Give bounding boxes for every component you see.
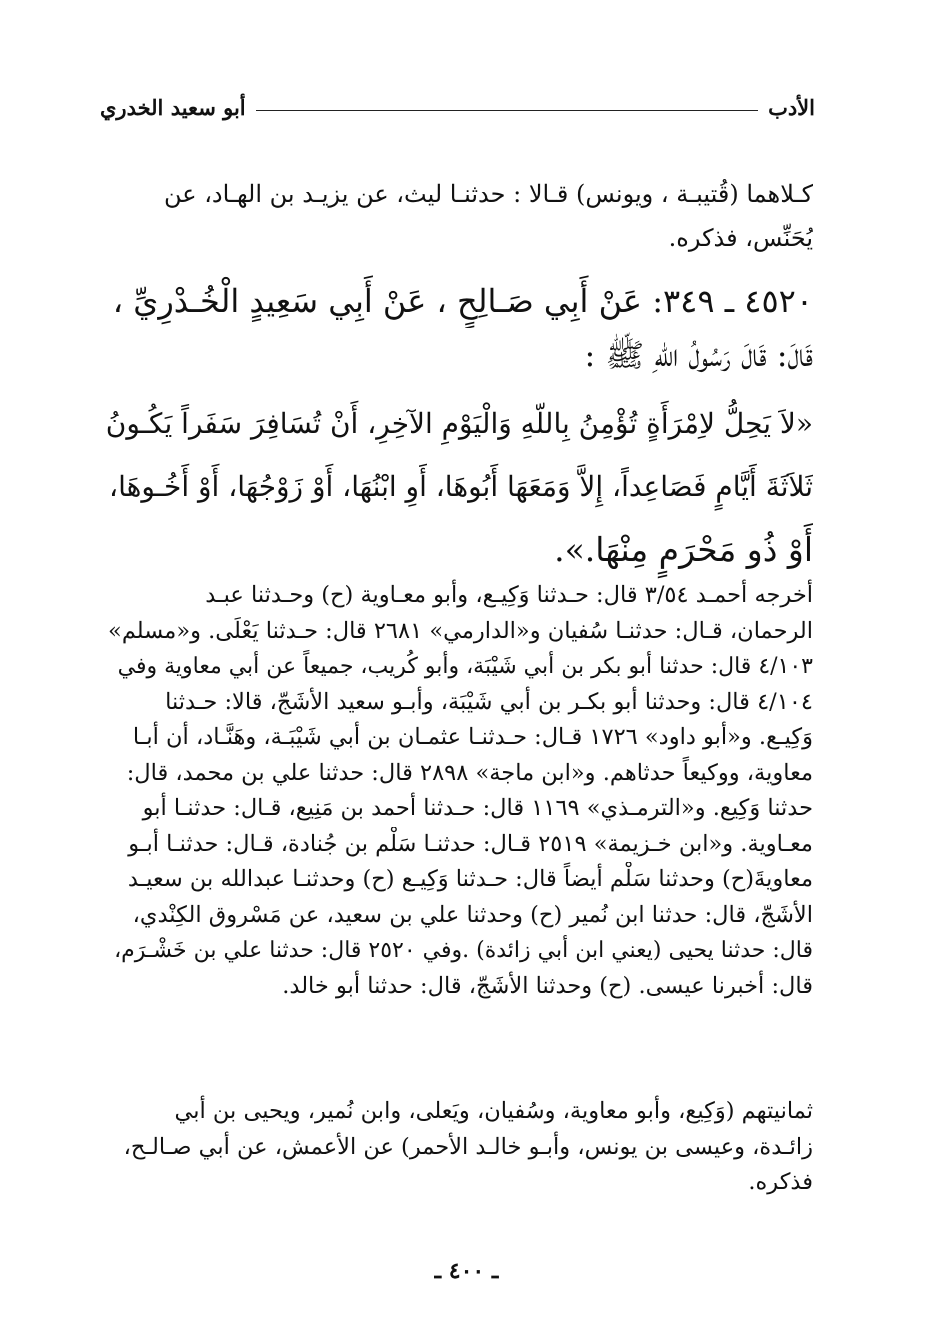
- running-header: [100, 92, 815, 122]
- text-line: حدثنا وَكِيع. و«الترمـذي» ١١٦٩ قال: حـدثنا أحمد بن مَنِيع، قـال: حدثنـا أبو: [142, 795, 813, 821]
- text-line: معـاوية. و«ابن خـزيمة» ٢٥١٩ قـال: حدثنـا سَلْم بن جُنادة، قـال: حدثنـا أبـو: [128, 830, 813, 857]
- text-line: أخرجه أحمـد ٣/٥٤ قال: حـدثنا وَكِيـع، وأبو معـاوية (ح) وحـدثنا عبـد: [205, 582, 813, 608]
- chapter-title: الأدب: [768, 94, 815, 120]
- text-line: يُحَنِّس، فذكره.: [668, 224, 813, 252]
- text-line: قال: أخبرنا عيسى. (ح) وحدثنا الأشَجّ، قال: حدثنا أبو خالد.: [282, 972, 813, 999]
- text-line: ٤/١٠٤ قال: وحدثنا أبو بكـر بن أبي شَيْبَة، وأبـو سعيد الأشَجّ، قالا: حـدثنا: [165, 688, 813, 715]
- text-line: ٤/١٠٣ قال: حدثنا أبو بكر بن أبي شَيْبَة، وأبو كُريب، جميعاً عن أبي معاوية وفي: [117, 654, 813, 679]
- summary-paragraph: [104, 1094, 813, 1201]
- hadith-number-line: ٤٥٢٠ ـ ٣٤٩: عَنْ أَبِي صَـالِحٍ ، عَنْ أَبِي سَعِيدٍ الْخُـدْرِيِّ ،: [112, 282, 813, 320]
- text-line: قال: حدثنا يحيى (يعني ابن أبي زائدة) .وفي ٢٥٢٠ قال: حدثنا علي بن خَشْـرَم،: [114, 938, 813, 963]
- text-line: زائـدة، وعيسى بن يونس، وأبـو خالـد الأحمر) عن الأعمش، عن أبي صـالـح،: [123, 1133, 813, 1160]
- text-line: معاوية، ووكيعاً حدثاهم. و«ابن ماجة» ٢٨٩٨ قال: حدثنا علي بن محمد، قال:: [126, 759, 813, 786]
- text-line: معاويةَ(ح) وحدثنا سَلْم أيضاً قال: حـدثنا وَكِيـع (ح) وحدثنـا عبدالله بن سعيـد: [127, 866, 813, 892]
- header-rule: [256, 110, 758, 111]
- text-line: أَوْ ذُو مَحْرَمٍ مِنْهَا.».: [554, 530, 813, 569]
- text-line: الرحمان، قـال: حدثنـا سُفيان و«الدارمي» ٢٦٨١ قال: حـدثنا يَعْلَى. و«مسلم»: [108, 617, 813, 644]
- text-line: ثَلاَثَةَ أَيَّامٍ فَصَاعِداً، إِلاَّ وَمَعَهَا أَبُوهَا، أَوِ ابْنُهَا، أَوْ زَوْجُهَا، أَوْ أَخُـوهَا،: [109, 470, 813, 503]
- section-title: أبو سعيد الخدري: [100, 94, 246, 120]
- text-line: وَكِيـع. و«أبو داود» ١٧٢٦ قـال: حـدثنـا عثمـان بن أبي شَيْبَـة، وهَنَّـاد، أن أبـا: [132, 724, 813, 750]
- text-line: ثمانيتهم (وَكِيع، وأبو معاوية، وسُفيان، ويَعلى، وابن نُمير، ويحيى بن أبي: [174, 1098, 813, 1124]
- takhrij-paragraph: [104, 578, 813, 1004]
- page-number: ـ ٤٠٠ ـ: [434, 1258, 499, 1284]
- text-line: الأشَجّ، قال: حدثنا ابن نُمير (ح) وحدثنا علي بن سعيد، عن مَسْروق الكِنْدي،: [132, 901, 813, 928]
- text-line: فذكره.: [748, 1169, 813, 1195]
- intro-paragraph: [104, 172, 813, 260]
- hadith-text: [104, 392, 813, 581]
- text-line: «لاَ يَحِلُّ لاِمْرَأَةٍ تُؤْمِنُ بِاللّهِ وَالْيَوْمِ الآخِرِ، أَنْ تُسَافِرَ سَفَراً يَكُـونُ: [105, 407, 813, 440]
- text-line: كـلاهما (قُتيبـة ، ويونس) قـالا : حدثنـا ليث، عن يزيـد بن الهـاد، عن: [163, 180, 813, 208]
- text-line: قَالَ: قَالَ رَسُولُ اللّهِ ﷺ :: [584, 336, 813, 374]
- hadith-heading: [104, 274, 813, 382]
